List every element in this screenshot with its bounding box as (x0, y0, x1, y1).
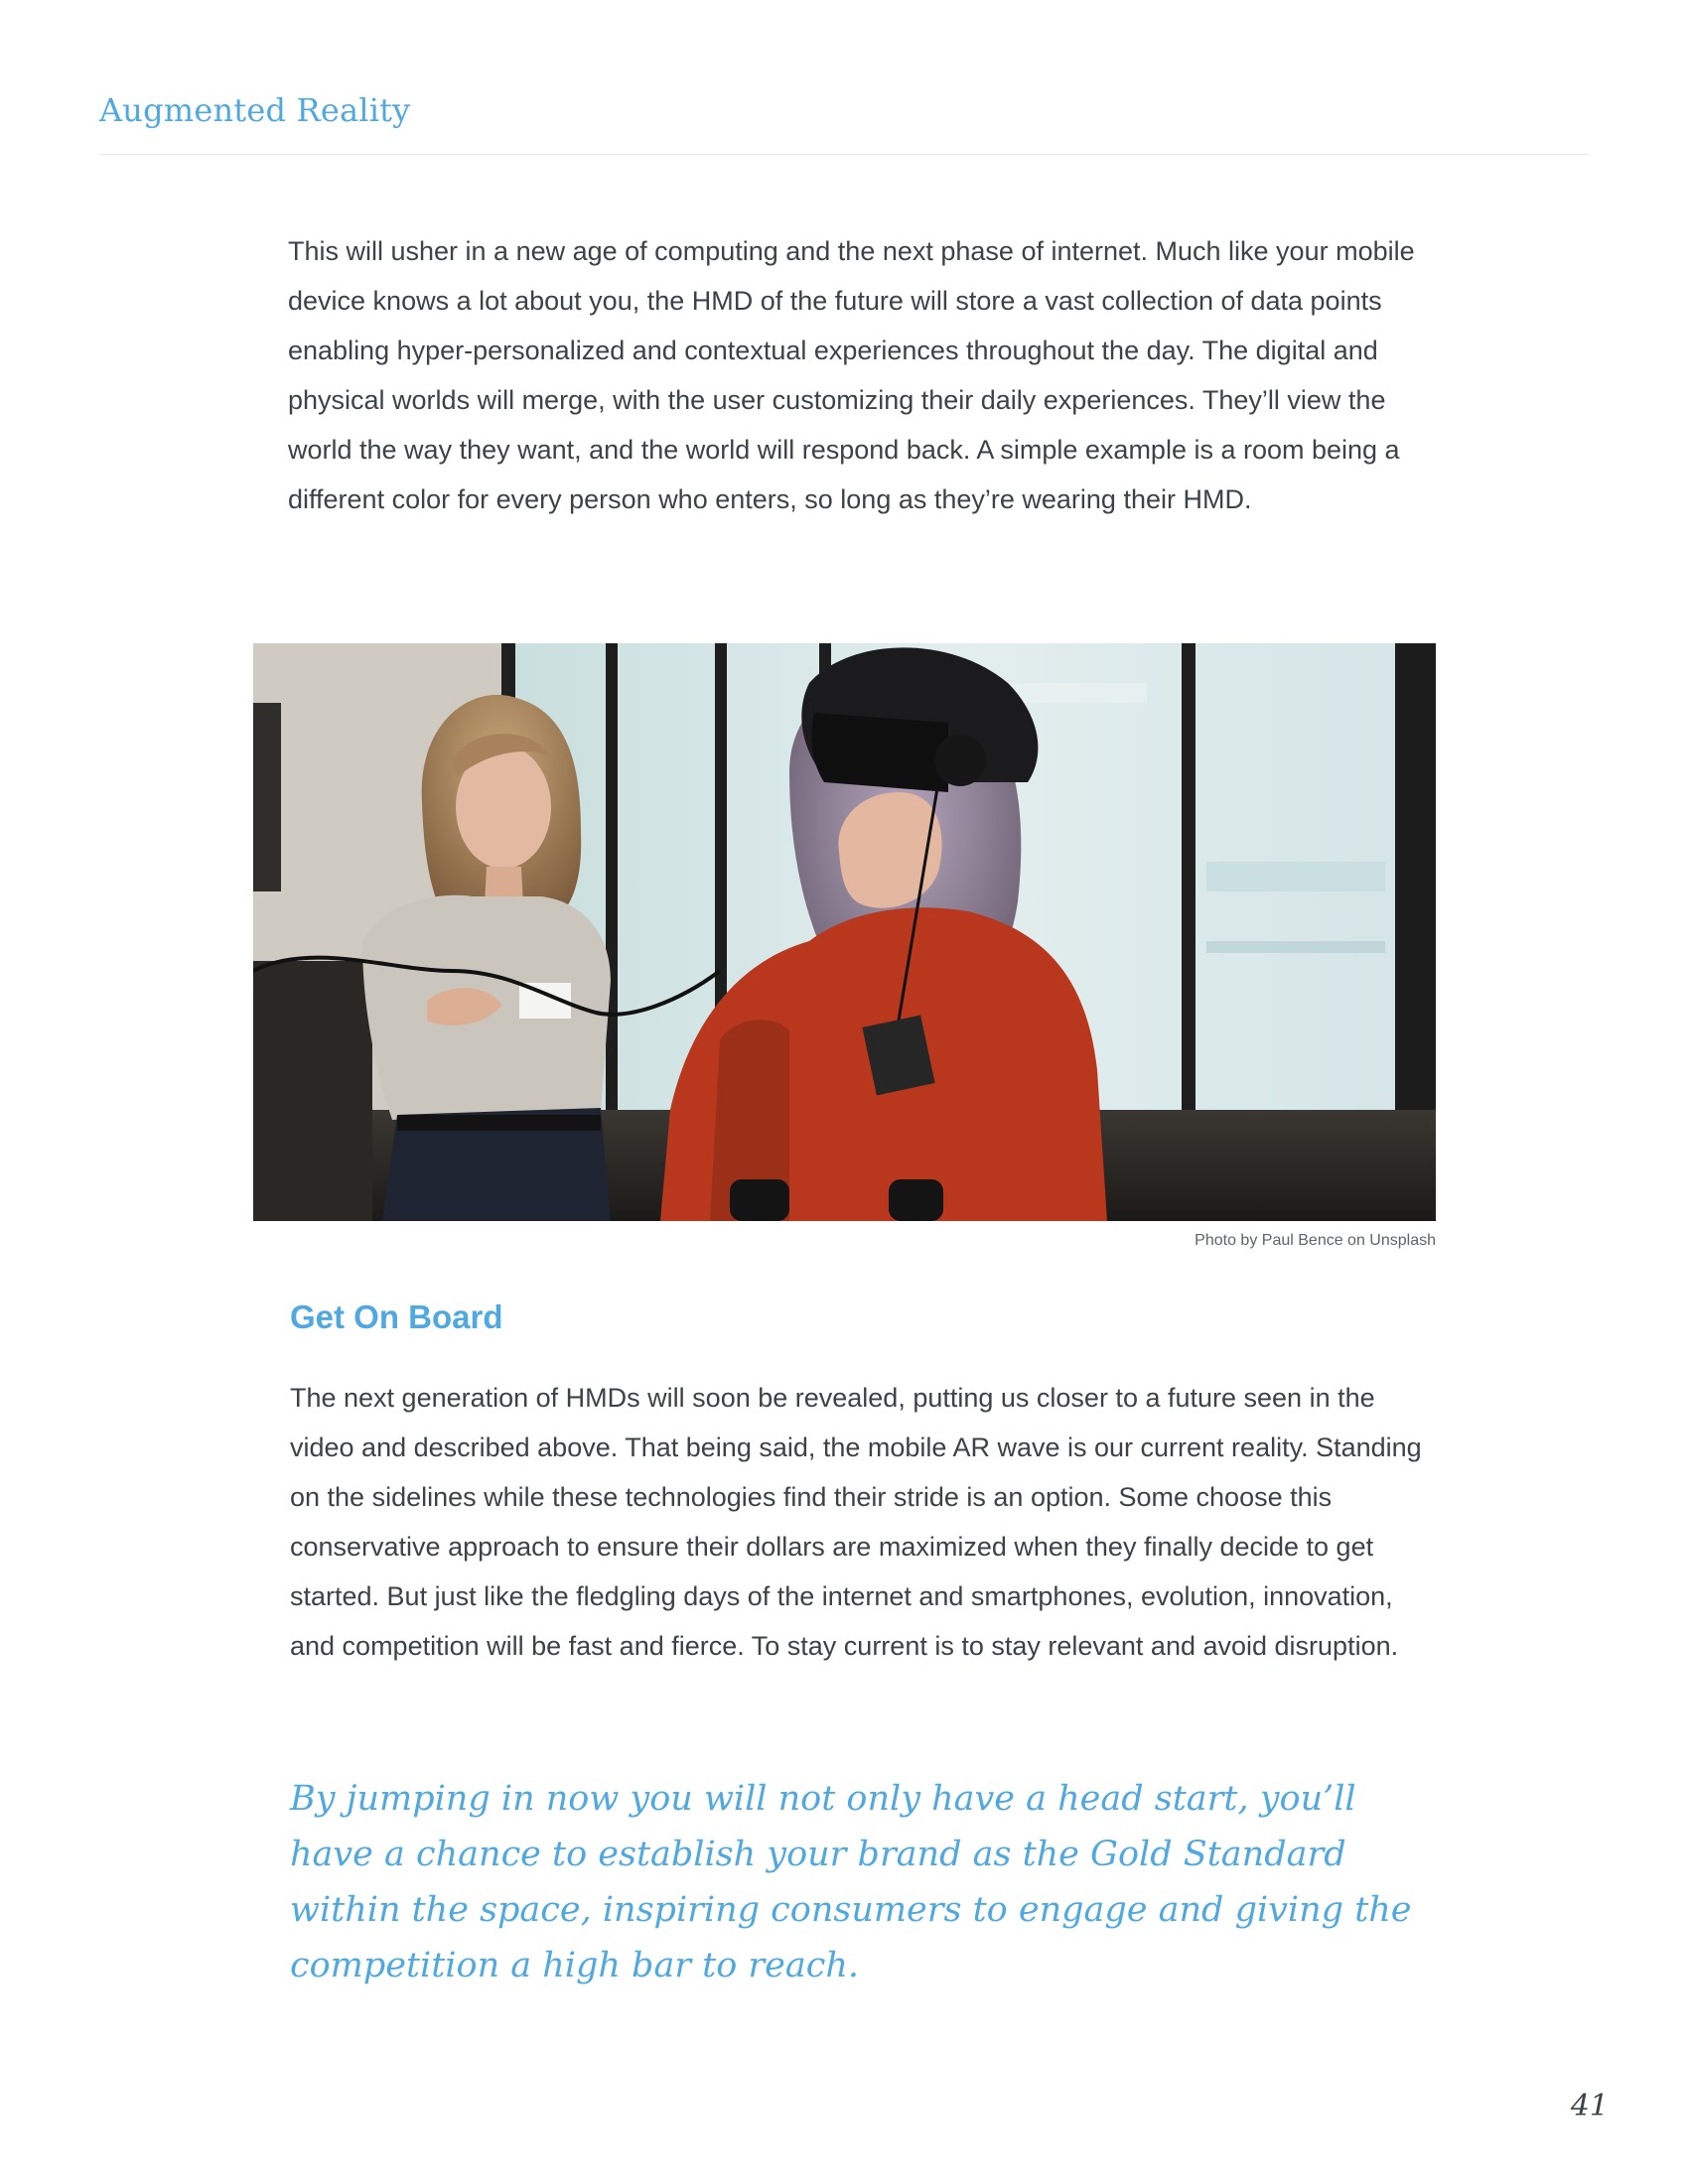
body-paragraph-2: The next generation of HMDs will soon be revealed, putting us closer to a future seen in the video and described above. That being said, the mobile AR wave is our current reality. Standing on the sidelines while these technologies find their stride is an option. Some choose this conservative approach to ensure their dollars are maximized when they finally decide to get started. But just like the fledgling days of the internet and smartphones, evolution, innovation, and competition will be fast and fierce. To stay current is to stay relevant and avoid disruption. (290, 1383, 1422, 1661)
section-heading: Get On Board (290, 1298, 503, 1335)
page-number: 41 (1570, 2089, 1609, 2123)
pull-quote: By jumping in now you will not only have a head start, you’ll have a chance to establish your brand as the Gold Standard within the space, inspiring consumers to engage and giving the competition a high bar to reach. (290, 1779, 1412, 1985)
vr-headset-photo (253, 643, 1436, 1221)
photo-caption: Photo by Paul Bence on Unsplash (1195, 1232, 1436, 1249)
header-divider (99, 154, 1589, 155)
body-paragraph-1: This will usher in a new age of computing and the next phase of internet. Much like your mobile device knows a lot about you, the HMD of the future will store a vast collection of data points enabling hyper-personalized and contextual experiences throughout the day. The digital and physical worlds will merge, with the user customizing their daily experiences. They’ll view the world the way they want, and the world will respond back. A simple example is a room being a different color for every person who enters, so long as they’re wearing their HMD. (288, 236, 1415, 514)
running-header-title: Augmented Reality (99, 91, 411, 129)
